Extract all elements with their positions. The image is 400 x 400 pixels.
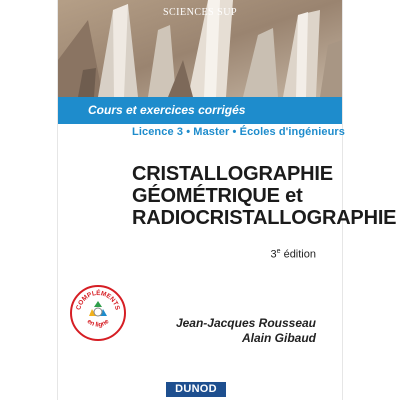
- edition-word: édition: [280, 248, 316, 261]
- badge-bottom-text: en ligne: [85, 318, 111, 329]
- edition-superscript: e: [276, 248, 281, 255]
- recycle-icon: [72, 287, 124, 339]
- book-cover: [58, 0, 397, 400]
- title-line-3: RADIOCRISTALLOGRAPHIE: [132, 207, 397, 229]
- edition-number: 3: [270, 248, 277, 261]
- authors: [176, 316, 316, 346]
- publisher-logo: DUNOD: [166, 382, 226, 397]
- author-1: Jean-Jacques Rousseau: [175, 316, 316, 330]
- edition-label: [270, 248, 316, 261]
- title-line-1: CRISTALLOGRAPHIE: [132, 163, 333, 185]
- online-complements-badge: [70, 285, 126, 341]
- badge-top-text: COMPLÉMENTS: [75, 289, 121, 311]
- band-label: Cours et exercices corrigés: [88, 103, 246, 117]
- title-line-2: GÉOMÉTRIQUE et: [132, 185, 303, 207]
- book-title: [132, 163, 396, 229]
- series-label: SCIENCES SUP: [162, 7, 238, 18]
- levels-line: Licence 3 • Master • Écoles d'ingénieurs: [132, 126, 346, 138]
- author-2: Alain Gibaud: [241, 331, 316, 345]
- svg-text:en ligne: [86, 318, 111, 329]
